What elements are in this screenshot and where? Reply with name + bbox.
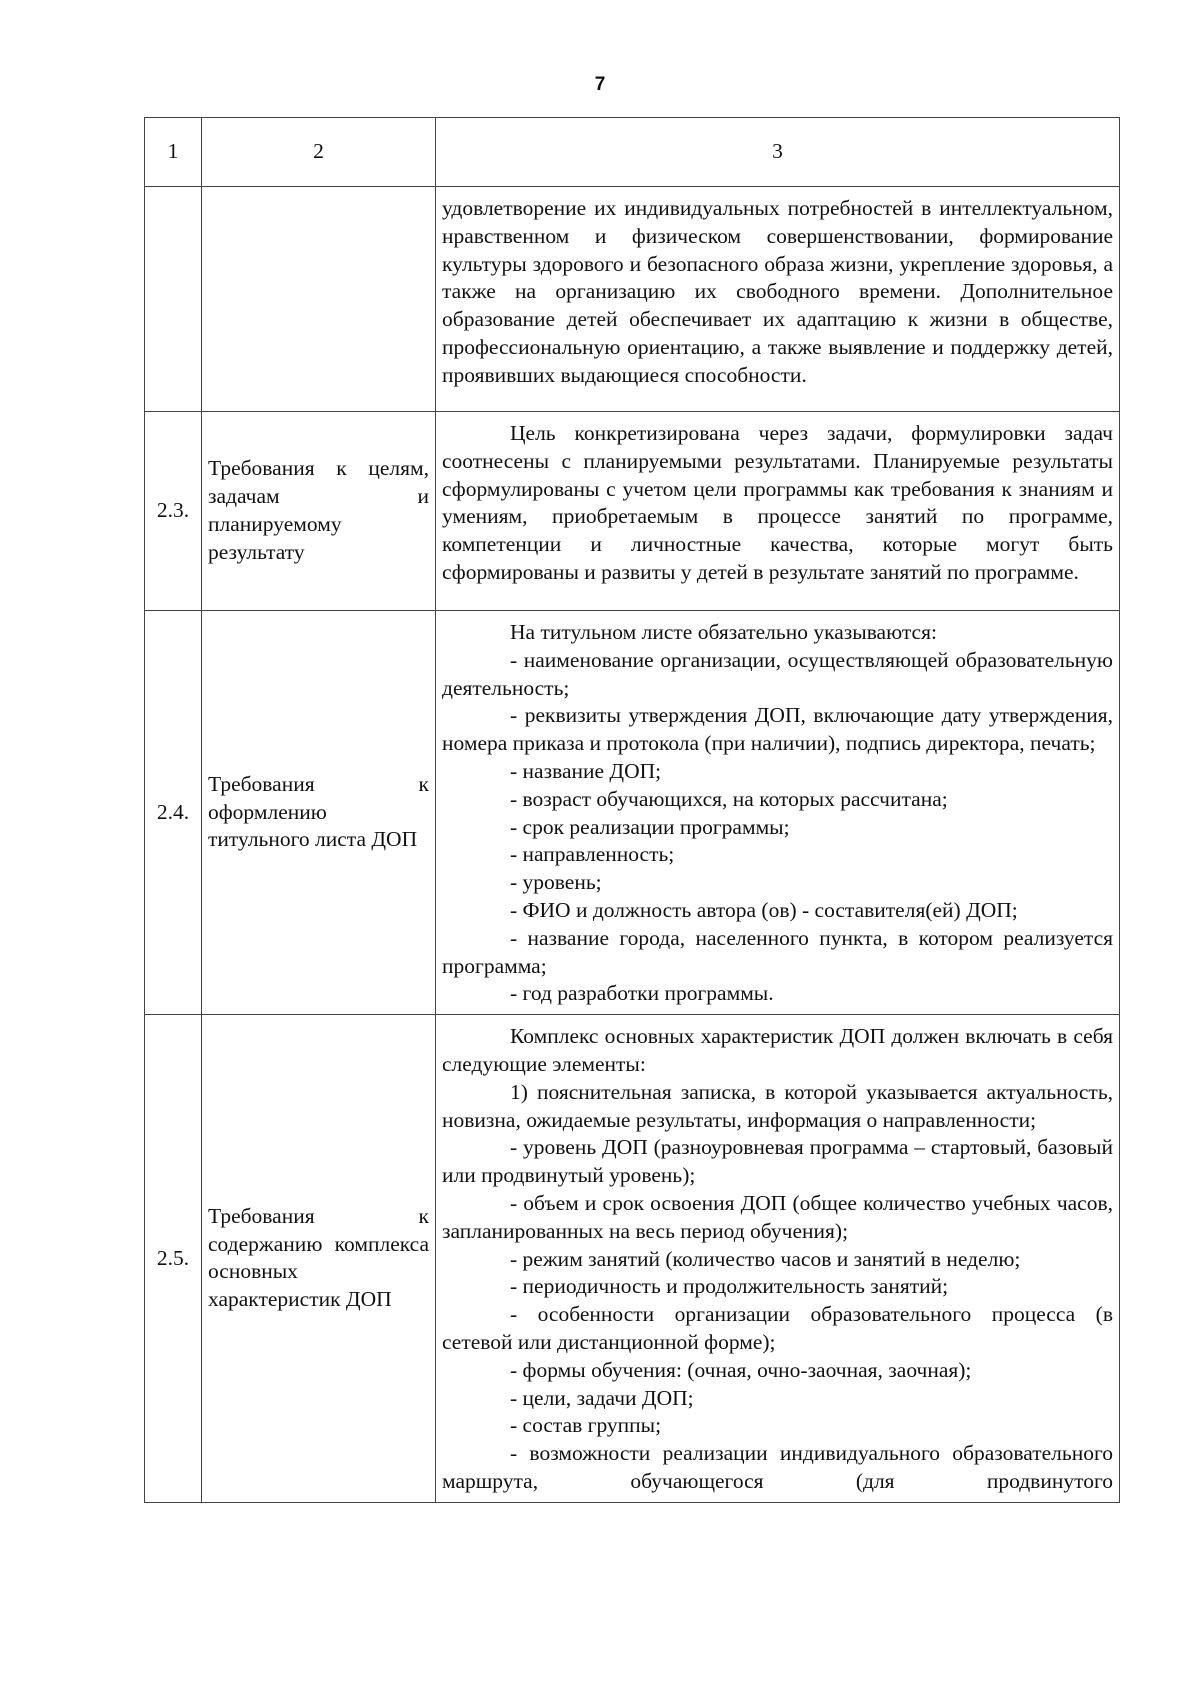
table-row [145, 611, 1120, 1015]
requirement-content [436, 412, 1120, 611]
page-number: 7 [594, 74, 606, 95]
content-paragraph: - уровень; [510, 870, 602, 895]
row-number: 2.4. [145, 611, 202, 1015]
requirements-table [144, 117, 1120, 1503]
content-paragraph: Цель конкретизирована через задачи, формулировки задач соотнесены с планируемыми результатами. Планируемые результаты сформулированы с учетом цели программы как требования к знаниям и умениям, приобретаемым в процессе занятий по программе, компетенции и личностные качества, которые могут быть сформированы и развиты у детей в результате занятий по программе. [442, 421, 1113, 584]
content-paragraph: - объем и срок освоения ДОП (общее количество учебных часов, запланированных на весь период обучения); [442, 1190, 1113, 1243]
requirement-content [436, 187, 1120, 412]
row-number: 2.5. [145, 1015, 202, 1503]
content-paragraph: - уровень ДОП (разноуровневая программа – стартовый, базовый или продвинутый уровень); [442, 1135, 1113, 1188]
content-paragraph: - формы обучения: (очная, очно-заочная, заочная); [510, 1357, 972, 1382]
content-paragraph: - название ДОП; [510, 758, 662, 783]
requirement-content [436, 1015, 1120, 1503]
requirement-content [436, 611, 1120, 1015]
content-paragraph: - возраст обучающихся, на которых рассчитана; [510, 786, 948, 811]
content-paragraph: Комплекс основных характеристик ДОП должен включать в себя следующие элементы: [442, 1024, 1113, 1076]
requirement-title [202, 187, 436, 412]
table-row [145, 1015, 1120, 1503]
content-paragraph: - реквизиты утверждения ДОП, включающие дату утверждения, номера приказа и протокола (при наличии), подпись директора, печать; [442, 703, 1113, 756]
table-row [145, 412, 1120, 611]
content-paragraph: На титульном листе обязательно указываются: [510, 620, 937, 644]
requirement-title: Требования к оформлению титульного листа ДОП [202, 611, 436, 1015]
content-paragraph: 1) пояснительная записка, в которой указывается актуальность, новизна, ожидаемые результаты, информация о направленности; [442, 1079, 1113, 1132]
content-paragraph: - название города, населенного пункта, в котором реализуется программа; [442, 925, 1113, 978]
content-paragraph: - состав группы; [510, 1413, 662, 1438]
content-paragraph: - наименование организации, осуществляющей образовательную деятельность; [442, 647, 1113, 700]
header-cell-2: 2 [202, 118, 436, 187]
content-paragraph: - режим занятий (количество часов и занятий в неделю; [510, 1246, 1021, 1271]
content-paragraph: - возможности реализации индивидуального образовательного маршрута, обучающегося (для продвинутого [442, 1441, 1113, 1493]
content-paragraph: - срок реализации программы; [510, 814, 790, 839]
content-paragraph: - периодичность и продолжительность занятий; [510, 1274, 949, 1299]
table-row [145, 187, 1120, 412]
content-paragraph: - цели, задачи ДОП; [510, 1385, 694, 1410]
row-number [145, 187, 202, 412]
requirement-title: Требования к содержанию комплекса основных характеристик ДОП [202, 1015, 436, 1503]
content-paragraph: - ФИО и должность автора (ов) - составителя(ей) ДОП; [510, 897, 1018, 922]
requirement-title: Требования к целям, задачам и планируемому результату [202, 412, 436, 611]
table-header-row [145, 118, 1120, 187]
header-cell-3: 3 [436, 118, 1120, 187]
content-paragraph: удовлетворение их индивидуальных потребностей в интеллектуальном, нравственном и физическом совершенствовании, формирование культуры здорового и безопасного образа жизни, укрепление здоровья, а также на организацию их свободного времени. Дополнительное образование детей обеспечивает их адаптацию к жизни в обществе, профессиональную ориентацию, а также выявление и поддержку детей, проявивших выдающиеся способности. [442, 196, 1113, 387]
content-paragraph: - направленность; [510, 842, 675, 867]
row-number: 2.3. [145, 412, 202, 611]
header-cell-1: 1 [145, 118, 202, 187]
content-paragraph: - особенности организации образовательного процесса (в сетевой или дистанционной форме); [442, 1302, 1113, 1354]
content-paragraph: - год разработки программы. [510, 981, 774, 1006]
